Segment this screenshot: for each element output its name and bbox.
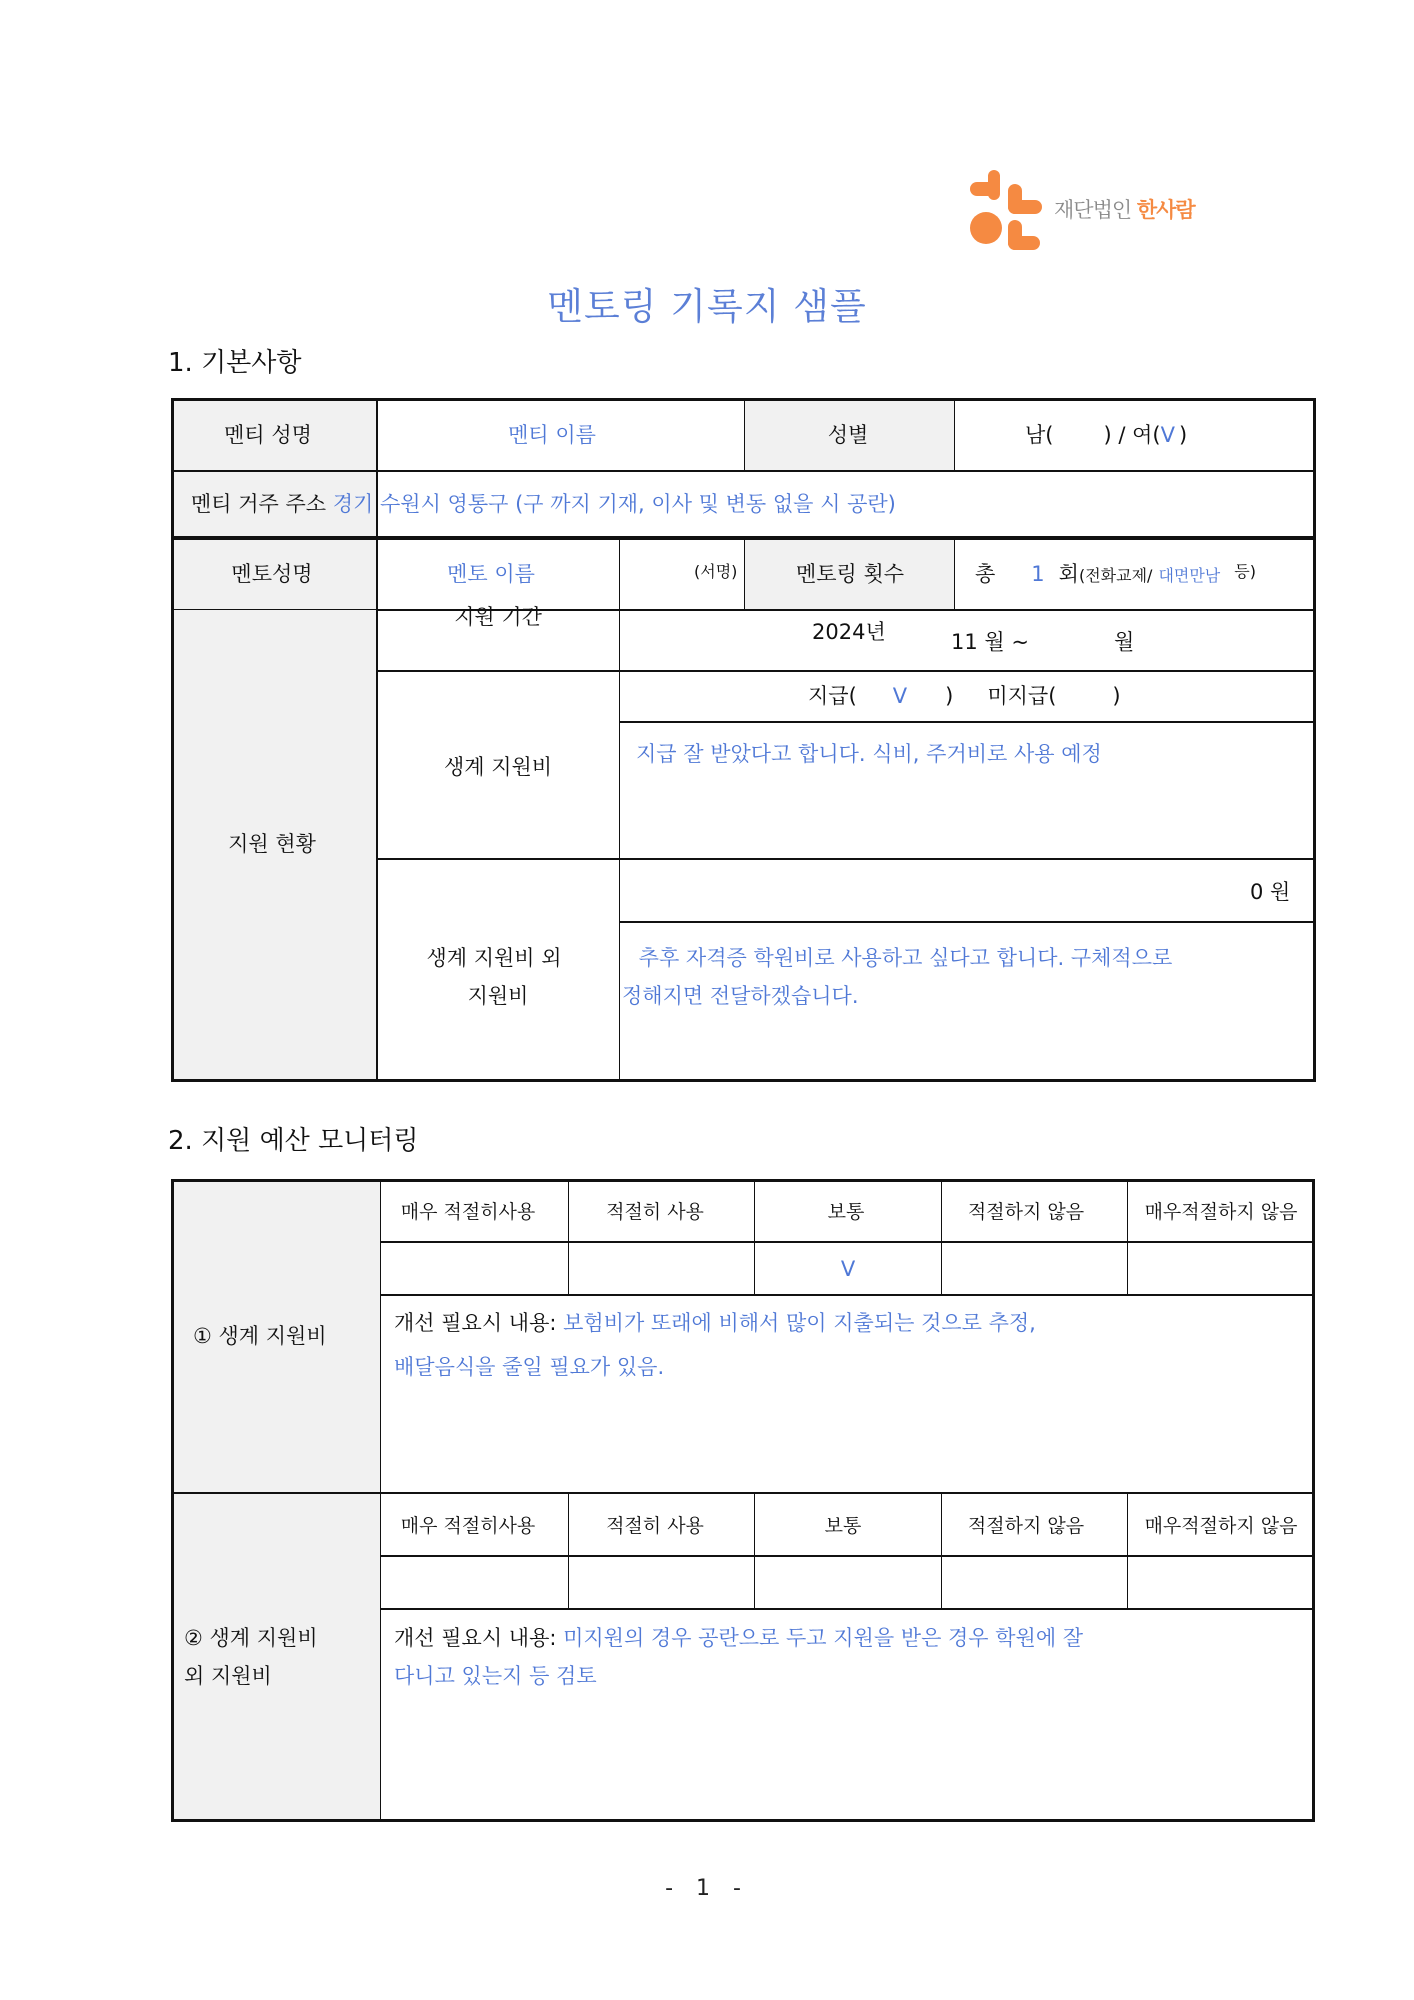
gender-field[interactable] (1025, 425, 1187, 446)
item1-rating-header-0: 매우 적절히사용 (400, 1201, 536, 1223)
count-type-suffix: 등) (1234, 562, 1256, 581)
item2-rating-header-0: 매우 적절히사용 (400, 1515, 536, 1537)
count-type-value: 대면만남 (1158, 566, 1221, 585)
gender-female-mark: V (1160, 423, 1175, 447)
document-title: 멘토링 기록지 샘플 (547, 285, 867, 328)
table2-right-border (1312, 1179, 1315, 1822)
item2-rating-cell-2[interactable] (755, 1557, 941, 1608)
address-value[interactable]: 경기 수원시 영통구 (구 까지 기재, 이사 및 변동 없을 시 공란) (332, 492, 896, 516)
table2-top-border (171, 1179, 1315, 1182)
period-year[interactable]: 2024년 (812, 620, 886, 644)
gender-female-close: ) (1178, 423, 1188, 447)
mentoring-count-field[interactable] (975, 564, 1256, 585)
gender-label: 성별 (827, 423, 869, 447)
col-divider (619, 538, 620, 1082)
item2-rating-header-2: 보통 (824, 1515, 862, 1537)
paid-close: ) (945, 684, 954, 708)
item1-label: ① 생계 지원비 (193, 1324, 327, 1348)
item1-improvement-text: 보험비가 또래에 비해서 많이 지출되는 것으로 추정, (556, 1311, 1036, 1335)
address-row (191, 494, 896, 515)
item1-rating-header-3: 적절하지 않음 (967, 1201, 1085, 1223)
other-support-note-line1[interactable]: 추후 자격증 학원비로 사용하고 싶다고 합니다. 구체적으로 (632, 946, 1173, 970)
count-value: 1 (1031, 562, 1045, 586)
item2-improvement-line2[interactable]: 다니고 있는지 등 검토 (394, 1664, 597, 1688)
item2-rating-header-1: 적절히 사용 (606, 1515, 704, 1537)
item2-rating-header-3: 적절하지 않음 (967, 1515, 1085, 1537)
table1-right-border (1313, 398, 1316, 1082)
other-support-label-line2: 지원비 (467, 984, 529, 1008)
paid-mark: V (892, 684, 908, 708)
unpaid-label: 미지급( (987, 684, 1057, 708)
row-divider (377, 670, 1316, 672)
item-divider (171, 1492, 1315, 1494)
page-number: - 1 - (665, 1876, 749, 1901)
item2-rating-cell-0[interactable] (381, 1557, 568, 1608)
item1-rating-cell-3[interactable] (942, 1243, 1127, 1294)
table2-bottom-border (171, 1819, 1315, 1822)
signature-label[interactable]: (서명) (694, 562, 738, 581)
gender-male-close: ) / 여( (1103, 423, 1161, 447)
item2-improvement-text: 미지원의 경우 공란으로 두고 지원을 받은 경우 학원에 잘 (556, 1626, 1084, 1650)
logo-text (1054, 194, 1195, 224)
count-prefix: 총 (975, 562, 996, 586)
item1-rating-header-2: 보통 (827, 1201, 865, 1223)
item1-improvement-line1[interactable] (394, 1313, 1036, 1334)
item2-label-line2: 외 지원비 (184, 1664, 272, 1688)
section1-heading: 1. 기본사항 (168, 348, 302, 378)
period-label: 지원 기간 (454, 605, 542, 629)
item2-label-line1: ② 생계 지원비 (184, 1626, 318, 1650)
item1-rating-mark: V (840, 1257, 856, 1281)
hansaram-clover-logo-icon (968, 170, 1044, 250)
row-divider (381, 1294, 1315, 1296)
col-divider (744, 538, 745, 610)
mentor-name-value[interactable]: 멘토 이름 (447, 562, 535, 586)
mentee-name-value[interactable]: 멘티 이름 (508, 423, 596, 447)
count-type-prefix: (전화교제/ (1078, 566, 1153, 585)
col-divider (954, 538, 955, 610)
other-support-label-line1: 생계 지원비 외 (426, 946, 562, 970)
item2-improvement-label: 개선 필요시 내용: (394, 1626, 557, 1650)
item1-rating-header-4: 매우적절하지 않음 (1144, 1201, 1298, 1223)
row-divider (171, 609, 377, 610)
mentee-name-label: 멘티 성명 (224, 423, 312, 447)
row-divider (381, 1608, 1315, 1610)
item1-rating-cell-1[interactable] (569, 1243, 754, 1294)
table2-left-border (171, 1179, 174, 1822)
row-divider (377, 858, 1316, 860)
item2-rating-cell-4[interactable] (1128, 1557, 1312, 1608)
other-support-note-line2[interactable]: 정해지면 전달하겠습니다. (622, 984, 859, 1008)
gender-male-option: 남( (1025, 423, 1054, 447)
item1-rating-cell-2[interactable] (755, 1243, 941, 1294)
payment-status-field[interactable] (808, 686, 1121, 707)
row-divider (171, 470, 1316, 472)
section2-heading: 2. 지원 예산 모니터링 (168, 1126, 419, 1156)
count-unit: 회 (1058, 562, 1079, 586)
period-start[interactable]: 11 월 ~ (951, 630, 1029, 654)
support-status-label: 지원 현황 (228, 832, 316, 856)
living-support-label: 생계 지원비 (443, 755, 553, 779)
item2-rating-cell-1[interactable] (569, 1557, 754, 1608)
mentoring-count-label: 멘토링 횟수 (795, 562, 905, 586)
item2-rating-header-4: 매우적절하지 않음 (1144, 1515, 1298, 1537)
col-divider (954, 398, 955, 470)
logo-name: 한사람 (1136, 198, 1195, 222)
mentor-name-label: 멘토성명 (231, 562, 313, 586)
row-divider (620, 921, 1316, 923)
logo-prefix: 재단법인 (1054, 198, 1132, 222)
table1-left-border (171, 398, 174, 1082)
item2-rating-cell-3[interactable] (942, 1557, 1127, 1608)
paid-label: 지급( (808, 684, 857, 708)
item1-improvement-label: 개선 필요시 내용: (394, 1311, 557, 1335)
other-support-amount[interactable]: 0 원 (1250, 880, 1291, 904)
item1-rating-cell-4[interactable] (1128, 1243, 1312, 1294)
period-end[interactable]: 월 (1114, 630, 1135, 654)
unpaid-close: ) (1112, 684, 1121, 708)
label-fill-left (173, 1181, 381, 1821)
item2-improvement-line1[interactable] (394, 1628, 1083, 1649)
item1-rating-cell-0[interactable] (381, 1243, 568, 1294)
row-divider (620, 721, 1316, 723)
item1-improvement-line2[interactable]: 배달음식을 줄일 필요가 있음. (394, 1355, 665, 1379)
living-support-note[interactable]: 지급 잘 받았다고 합니다. 식비, 주거비로 사용 예정 (636, 742, 1102, 766)
col-divider (744, 398, 745, 470)
item1-rating-header-1: 적절히 사용 (606, 1201, 704, 1223)
address-label: 멘티 거주 주소 (191, 492, 327, 516)
table1-bottom-border (171, 1079, 1316, 1082)
